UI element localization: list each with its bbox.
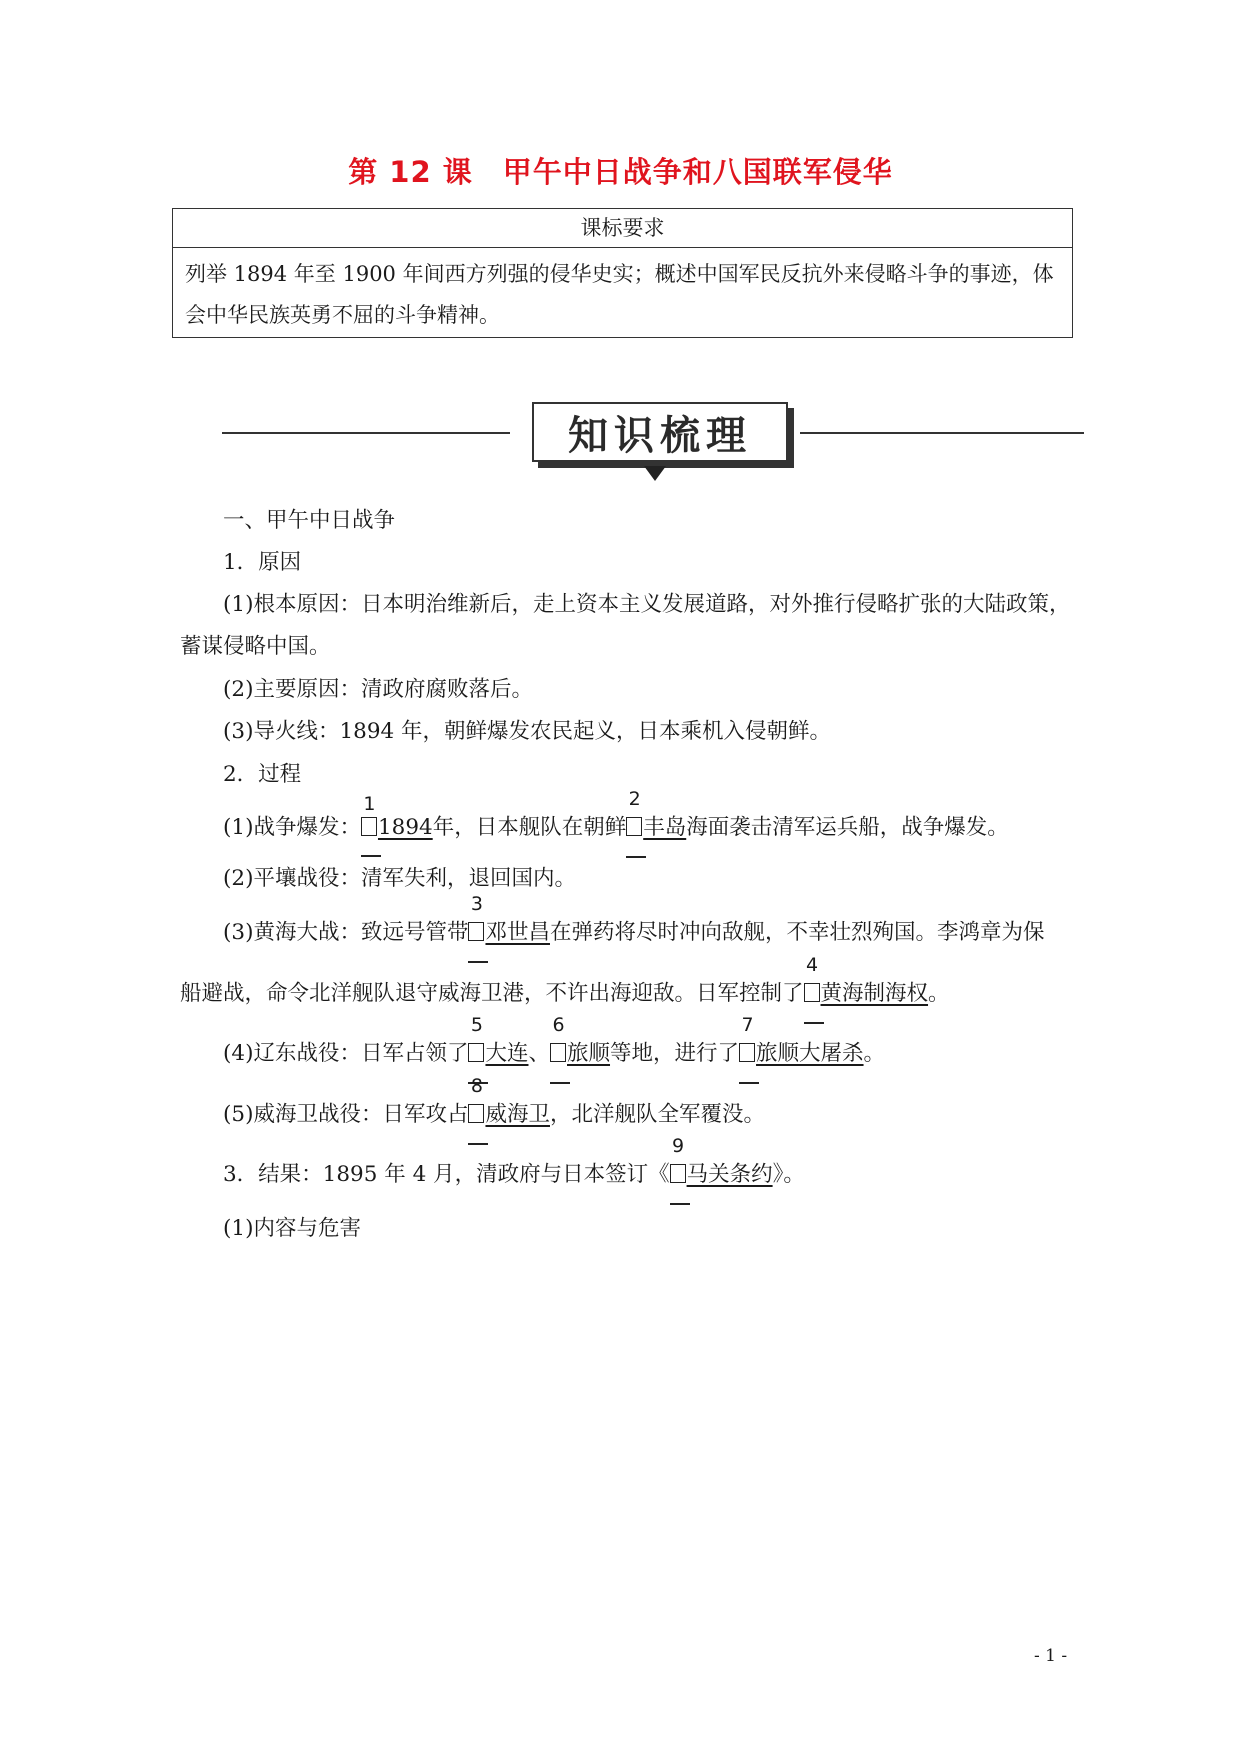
requirements-line-2: 会中华民族英勇不屈的斗争精神。 xyxy=(185,303,500,327)
process-pyongyang: (2)平壤战役：清军失利，退回国内。 xyxy=(223,866,576,891)
subheading-causes: 1．原因 xyxy=(223,550,302,575)
process-yellow-sea-line-1: (3)黄海大战：致远号管带 3 邓世昌在弹药将尽时冲向敌舰，不幸壮烈殉国。李鸿章为保 xyxy=(223,915,1045,946)
requirements-table xyxy=(172,208,1073,338)
banner-rule-right xyxy=(800,432,1084,434)
blank-box-icon xyxy=(468,1104,484,1123)
cause-trigger: (3)导火线：1894 年，朝鲜爆发农民起义，日本乘机入侵朝鲜。 xyxy=(223,719,832,744)
fill-blank-7: 7 旅顺大屠杀 xyxy=(739,1036,864,1067)
banner-rule-left xyxy=(222,432,510,434)
blank-box-icon xyxy=(626,817,642,836)
content-and-harm: (1)内容与危害 xyxy=(223,1216,361,1241)
fill-blank-9: 9 马关条约 xyxy=(670,1157,773,1188)
result-line: 3．结果：1895 年 4 月，清政府与日本签订《 9 马关条约》。 xyxy=(223,1157,805,1188)
process-outbreak: (1)战争爆发： 1 1894年，日本舰队在朝鲜 2 丰岛海面袭击清军运兵船，战争爆发。 xyxy=(223,810,1009,841)
blank-box-icon xyxy=(468,922,484,941)
requirements-body xyxy=(173,248,1072,336)
fill-blank-2: 2 丰岛 xyxy=(626,810,686,841)
blank-box-icon xyxy=(468,1043,484,1062)
blank-box-icon xyxy=(739,1043,755,1062)
requirements-header: 课标要求 xyxy=(173,209,1072,248)
process-yellow-sea-line-2: 船避战，命令北洋舰队退守威海卫港，不许出海迎敌。日军控制了 4 黄海制海权。 xyxy=(180,976,950,1007)
lesson-number: 第 12 课 xyxy=(348,155,473,189)
fill-blank-3: 3 邓世昌 xyxy=(468,915,550,946)
cause-root-line-1: (1)根本原因：日本明治维新后，走上资本主义发展道路，对外推行侵略扩张的大陆政策， xyxy=(223,592,1071,617)
blank-box-icon xyxy=(361,817,377,836)
cause-root-line-2: 蓄谋侵略中国。 xyxy=(180,634,331,659)
fill-blank-1: 1 1894 xyxy=(361,815,433,840)
fill-blank-6: 6 旅顺 xyxy=(550,1036,610,1067)
page-title xyxy=(0,150,1241,191)
requirements-line-1: 列举 1894 年至 1900 年间西方列强的侵华史实；概述中国军民反抗外来侵略斗争的事迹，体 xyxy=(185,262,1054,286)
fill-blank-4: 4 黄海制海权 xyxy=(804,976,929,1007)
blank-box-icon xyxy=(670,1164,686,1183)
blank-box-icon xyxy=(804,983,820,1002)
fill-blank-8: 8 威海卫 xyxy=(468,1097,550,1128)
cause-main: (2)主要原因：清政府腐败落后。 xyxy=(223,677,533,702)
process-liaodong: (4)辽东战役：日军占领了 5 大连、 6 旅顺等地，进行了 7 旅顺大屠杀。 xyxy=(223,1036,885,1067)
lesson-name: 甲午中日战争和八国联军侵华 xyxy=(502,155,893,189)
fill-blank-5: 5 大连 xyxy=(468,1036,528,1067)
blank-box-icon xyxy=(550,1043,566,1062)
banner-arrow-icon xyxy=(644,466,666,481)
section-heading: 一、甲午中日战争 xyxy=(223,508,396,533)
process-weihaiwei: (5)威海卫战役：日军攻占 8 威海卫，北洋舰队全军覆没。 xyxy=(223,1097,765,1128)
page-number: - 1 - xyxy=(1034,1646,1068,1666)
section-banner: 知识梳理 xyxy=(532,402,788,462)
subheading-process: 2．过程 xyxy=(223,762,302,787)
